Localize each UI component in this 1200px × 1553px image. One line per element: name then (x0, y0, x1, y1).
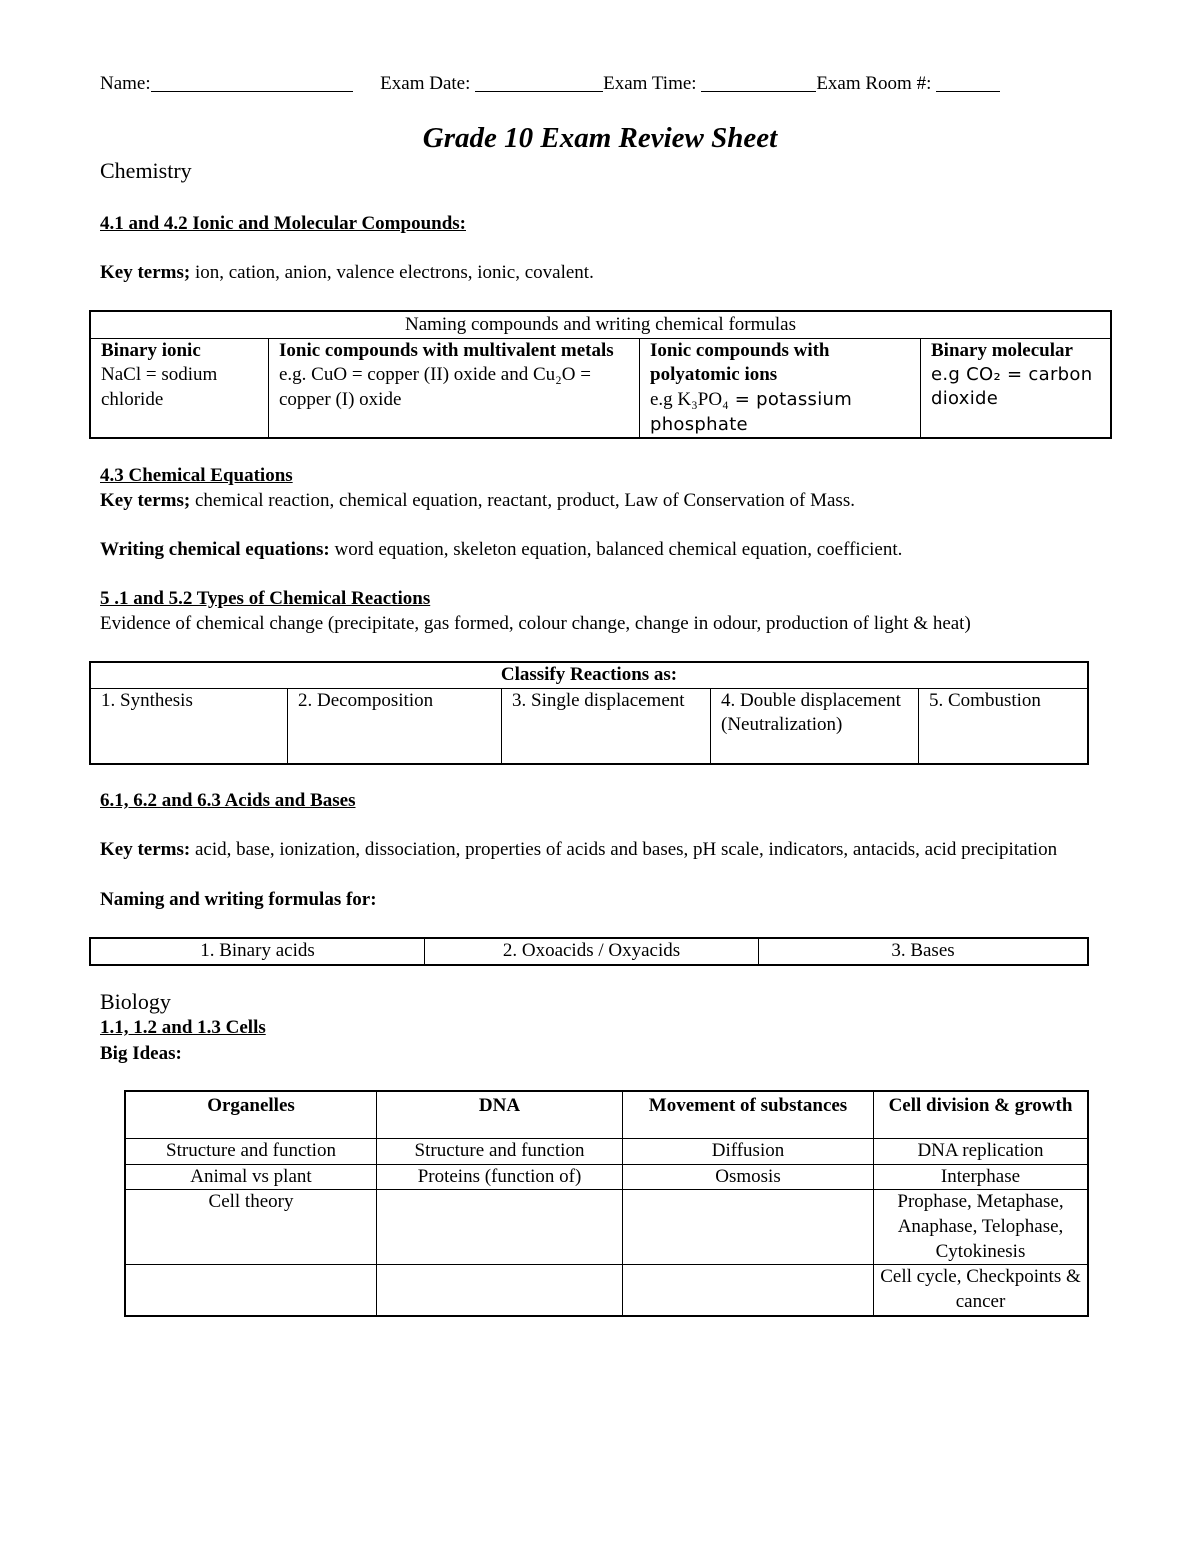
chemical-equations-heading: 4.3 Chemical Equations (100, 465, 293, 486)
table-cell (623, 1190, 874, 1265)
reaction-cell: 5. Combustion (919, 688, 1089, 764)
writing-equations-label: Writing chemical equations: (100, 539, 330, 560)
multivalent-text: e.g. CuO = copper (II) oxide and Cu₂O = copper (I) oxide (279, 364, 591, 411)
classify-table-caption: Classify Reactions as: (90, 662, 1088, 688)
key-terms-label: Key terms: (100, 839, 191, 860)
reaction-cell: 4. Double displacement (Neutralization) (711, 688, 919, 764)
polyatomic-formula: e.g K₃PO₄ (650, 389, 729, 411)
polyatomic-title: Ionic compounds with polyatomic ions (650, 339, 830, 386)
table-cell: Interphase (874, 1164, 1089, 1190)
polyatomic-text: = potassium phosphate (650, 389, 853, 435)
acids-key-terms (100, 838, 1100, 863)
key-terms-label: Key terms; (100, 262, 191, 283)
key-terms-text: chemical reaction, chemical equation, reactant, product, Law of Conservation of Mass. (190, 490, 855, 511)
key-terms-label: Key terms; (100, 490, 191, 511)
key-terms-text: acid, base, ionization, dissociation, properties of acids and bases, pH scale, indicators, antacids, acid precipitation (190, 839, 1058, 860)
evidence-text: Evidence of chemical change (precipitate, gas formed, colour change, change in odour, production of light & heat) (100, 613, 971, 634)
name-field[interactable] (151, 73, 353, 92)
table-cell: Structure and function (377, 1139, 623, 1165)
table-cell: Structure and function (125, 1139, 377, 1165)
acid-type-cell: 1. Binary acids (90, 938, 425, 965)
classify-reactions-table (89, 661, 1089, 765)
table-cell: Cell theory (125, 1190, 377, 1265)
table-header: Organelles (125, 1091, 377, 1139)
binary-molecular-text: = carbon dioxide (931, 364, 1093, 409)
equations-key-terms (100, 489, 855, 514)
polyatomic-cell (640, 338, 921, 438)
acids-bases-heading: 6.1, 6.2 and 6.3 Acids and Bases (100, 790, 356, 811)
table-cell: Animal vs plant (125, 1164, 377, 1190)
binary-molecular-cell (921, 338, 1112, 438)
key-terms-text: ion, cation, anion, valence electrons, ionic, covalent. (190, 262, 594, 283)
biology-heading: Biology (100, 989, 171, 1014)
exam-time-label: Exam Time: (603, 73, 697, 94)
table-header: Movement of substances (623, 1091, 874, 1139)
naming-table-caption: Naming compounds and writing chemical formulas (90, 311, 1111, 338)
naming-formulas-label: Naming and writing formulas for: (100, 889, 377, 910)
table-row (125, 1164, 1088, 1190)
table-row (125, 1190, 1088, 1265)
exam-room-field[interactable] (936, 73, 1000, 92)
table-cell (377, 1265, 623, 1316)
binary-ionic-cell (90, 338, 269, 438)
acid-type-cell: 3. Bases (759, 938, 1089, 965)
table-header: Cell division & growth (874, 1091, 1089, 1139)
binary-ionic-text: NaCl = sodium chloride (101, 364, 218, 411)
acids-table (89, 937, 1089, 966)
exam-date-label: Exam Date: (380, 73, 471, 94)
reaction-cell: 3. Single displacement (502, 688, 711, 764)
table-cell: Proteins (function of) (377, 1164, 623, 1190)
writing-equations (100, 538, 902, 563)
table-cell: Osmosis (623, 1164, 874, 1190)
table-cell (125, 1265, 377, 1316)
table-cell (623, 1265, 874, 1316)
ionic-molecular-heading: 4.1 and 4.2 Ionic and Molecular Compounds: (100, 213, 466, 234)
multivalent-title: Ionic compounds with multivalent metals (279, 339, 614, 361)
cells-heading: 1.1, 1.2 and 1.3 Cells (100, 1017, 266, 1038)
table-cell (377, 1190, 623, 1265)
binary-molecular-formula: e.g CO₂ (931, 364, 1001, 386)
table-cell: DNA replication (874, 1139, 1089, 1165)
table-header: DNA (377, 1091, 623, 1139)
page-title: Grade 10 Exam Review Sheet (422, 122, 778, 154)
reaction-cell: 2. Decomposition (288, 688, 502, 764)
exam-time-field[interactable] (701, 73, 816, 92)
table-row (125, 1265, 1088, 1316)
name-label: Name: (100, 73, 151, 94)
table-cell: Cell cycle, Checkpoints & cancer (874, 1265, 1089, 1316)
cells-table (124, 1090, 1089, 1317)
table-cell: Diffusion (623, 1139, 874, 1165)
reaction-cell: 1. Synthesis (90, 688, 288, 764)
ionic-key-terms (100, 261, 594, 286)
table-row (125, 1139, 1088, 1165)
chemistry-heading: Chemistry (100, 158, 192, 183)
binary-molecular-title: Binary molecular (931, 339, 1073, 361)
acid-type-cell: 2. Oxoacids / Oxyacids (425, 938, 759, 965)
table-cell: Prophase, Metaphase, Anaphase, Telophase, Cytokinesis (874, 1190, 1089, 1265)
big-ideas-label: Big Ideas: (100, 1043, 182, 1064)
binary-ionic-title: Binary ionic (101, 339, 201, 361)
naming-compounds-table (89, 310, 1112, 439)
reaction-types-heading: 5 .1 and 5.2 Types of Chemical Reactions (100, 588, 431, 609)
multivalent-cell (269, 338, 640, 438)
exam-room-label: Exam Room #: (816, 73, 932, 94)
writing-equations-text: word equation, skeleton equation, balanced chemical equation, coefficient. (329, 539, 903, 560)
exam-date-field[interactable] (475, 73, 603, 92)
exam-info-header (100, 72, 1100, 97)
